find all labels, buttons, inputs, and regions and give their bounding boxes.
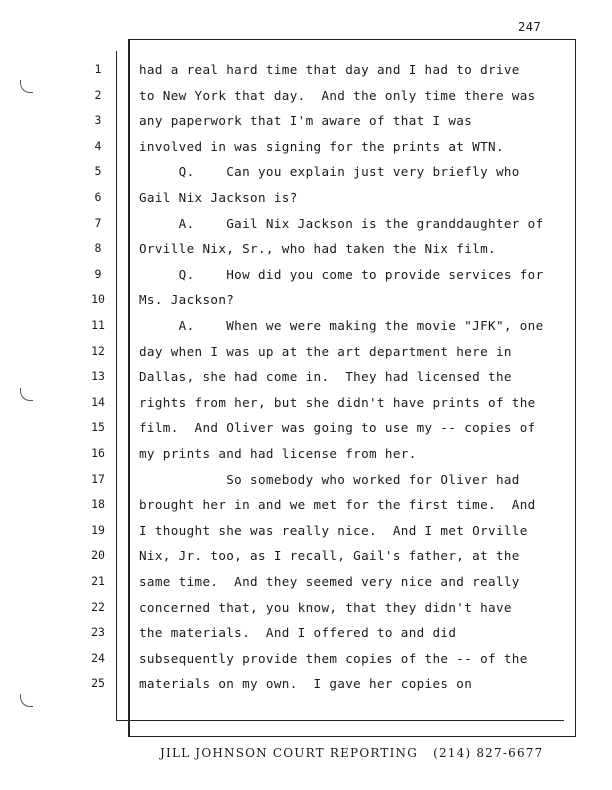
page-frame-inner xyxy=(116,51,117,721)
line-number: 8 xyxy=(94,241,102,255)
transcript-line: materials on my own. I gave her copies on xyxy=(139,676,473,691)
transcript-line: A. Gail Nix Jackson is the granddaughter of xyxy=(139,216,544,231)
line-number: 2 xyxy=(94,88,102,102)
line-number: 19 xyxy=(91,523,105,537)
page-frame-inner-bottom xyxy=(116,720,564,721)
binder-hole-mark-top xyxy=(20,80,33,93)
transcript-line: film. And Oliver was going to use my -- copies of xyxy=(139,420,536,435)
transcript-line: Q. Can you explain just very briefly who xyxy=(139,164,520,179)
line-number: 1 xyxy=(94,62,102,76)
transcript-line: the materials. And I offered to and did xyxy=(139,625,457,640)
transcript-line: any paperwork that I'm aware of that I was xyxy=(139,113,473,128)
line-number: 18 xyxy=(91,497,105,511)
transcript-line: Orville Nix, Sr., who had taken the Nix film. xyxy=(139,241,496,256)
transcript-line: same time. And they seemed very nice and really xyxy=(139,574,520,589)
line-number: 4 xyxy=(94,139,102,153)
line-number: 10 xyxy=(91,292,105,306)
transcript-line: had a real hard time that day and I had to drive xyxy=(139,62,520,77)
transcript-line: my prints and had license from her. xyxy=(139,446,417,461)
transcript-line: Ms. Jackson? xyxy=(139,292,235,307)
transcript-line: So somebody who worked for Oliver had xyxy=(139,472,520,487)
line-number: 5 xyxy=(94,164,102,178)
page-footer: JILL JOHNSON COURT REPORTING (214) 827-6677 xyxy=(160,746,544,760)
line-number: 14 xyxy=(91,395,105,409)
line-number: 12 xyxy=(91,344,105,358)
line-number: 22 xyxy=(91,600,105,614)
transcript-line: Nix, Jr. too, as I recall, Gail's father, at the xyxy=(139,548,520,563)
transcript-line: A. When we were making the movie "JFK", one xyxy=(139,318,544,333)
transcript-line: to New York that day. And the only time there was xyxy=(139,88,536,103)
transcript-line: Dallas, she had come in. They had licensed the xyxy=(139,369,512,384)
line-number: 16 xyxy=(91,446,105,460)
line-number: 7 xyxy=(94,216,102,230)
line-number: 20 xyxy=(91,548,105,562)
line-number: 6 xyxy=(94,190,102,204)
line-number: 3 xyxy=(94,113,102,127)
line-number: 24 xyxy=(91,651,105,665)
transcript-line: rights from her, but she didn't have prints of the xyxy=(139,395,536,410)
transcript-line: I thought she was really nice. And I met Orville xyxy=(139,523,528,538)
transcript-line: day when I was up at the art department here in xyxy=(139,344,512,359)
line-number: 25 xyxy=(91,676,105,690)
binder-hole-mark-bottom xyxy=(20,694,33,707)
line-number: 15 xyxy=(91,420,105,434)
line-number: 23 xyxy=(91,625,105,639)
transcript-line: Q. How did you come to provide services for xyxy=(139,267,544,282)
binder-hole-mark-middle xyxy=(20,388,33,401)
line-number: 21 xyxy=(91,574,105,588)
transcript-line: concerned that, you know, that they didn't have xyxy=(139,600,512,615)
line-number: 9 xyxy=(94,267,102,281)
line-number: 11 xyxy=(91,318,105,332)
transcript-line: Gail Nix Jackson is? xyxy=(139,190,298,205)
line-number: 13 xyxy=(91,369,105,383)
transcript-line: subsequently provide them copies of the -- of the xyxy=(139,651,528,666)
line-number: 17 xyxy=(91,472,105,486)
transcript-line: involved in was signing for the prints at WTN. xyxy=(139,139,504,154)
page-number: 247 xyxy=(518,20,542,34)
transcript-line: brought her in and we met for the first time. And xyxy=(139,497,536,512)
